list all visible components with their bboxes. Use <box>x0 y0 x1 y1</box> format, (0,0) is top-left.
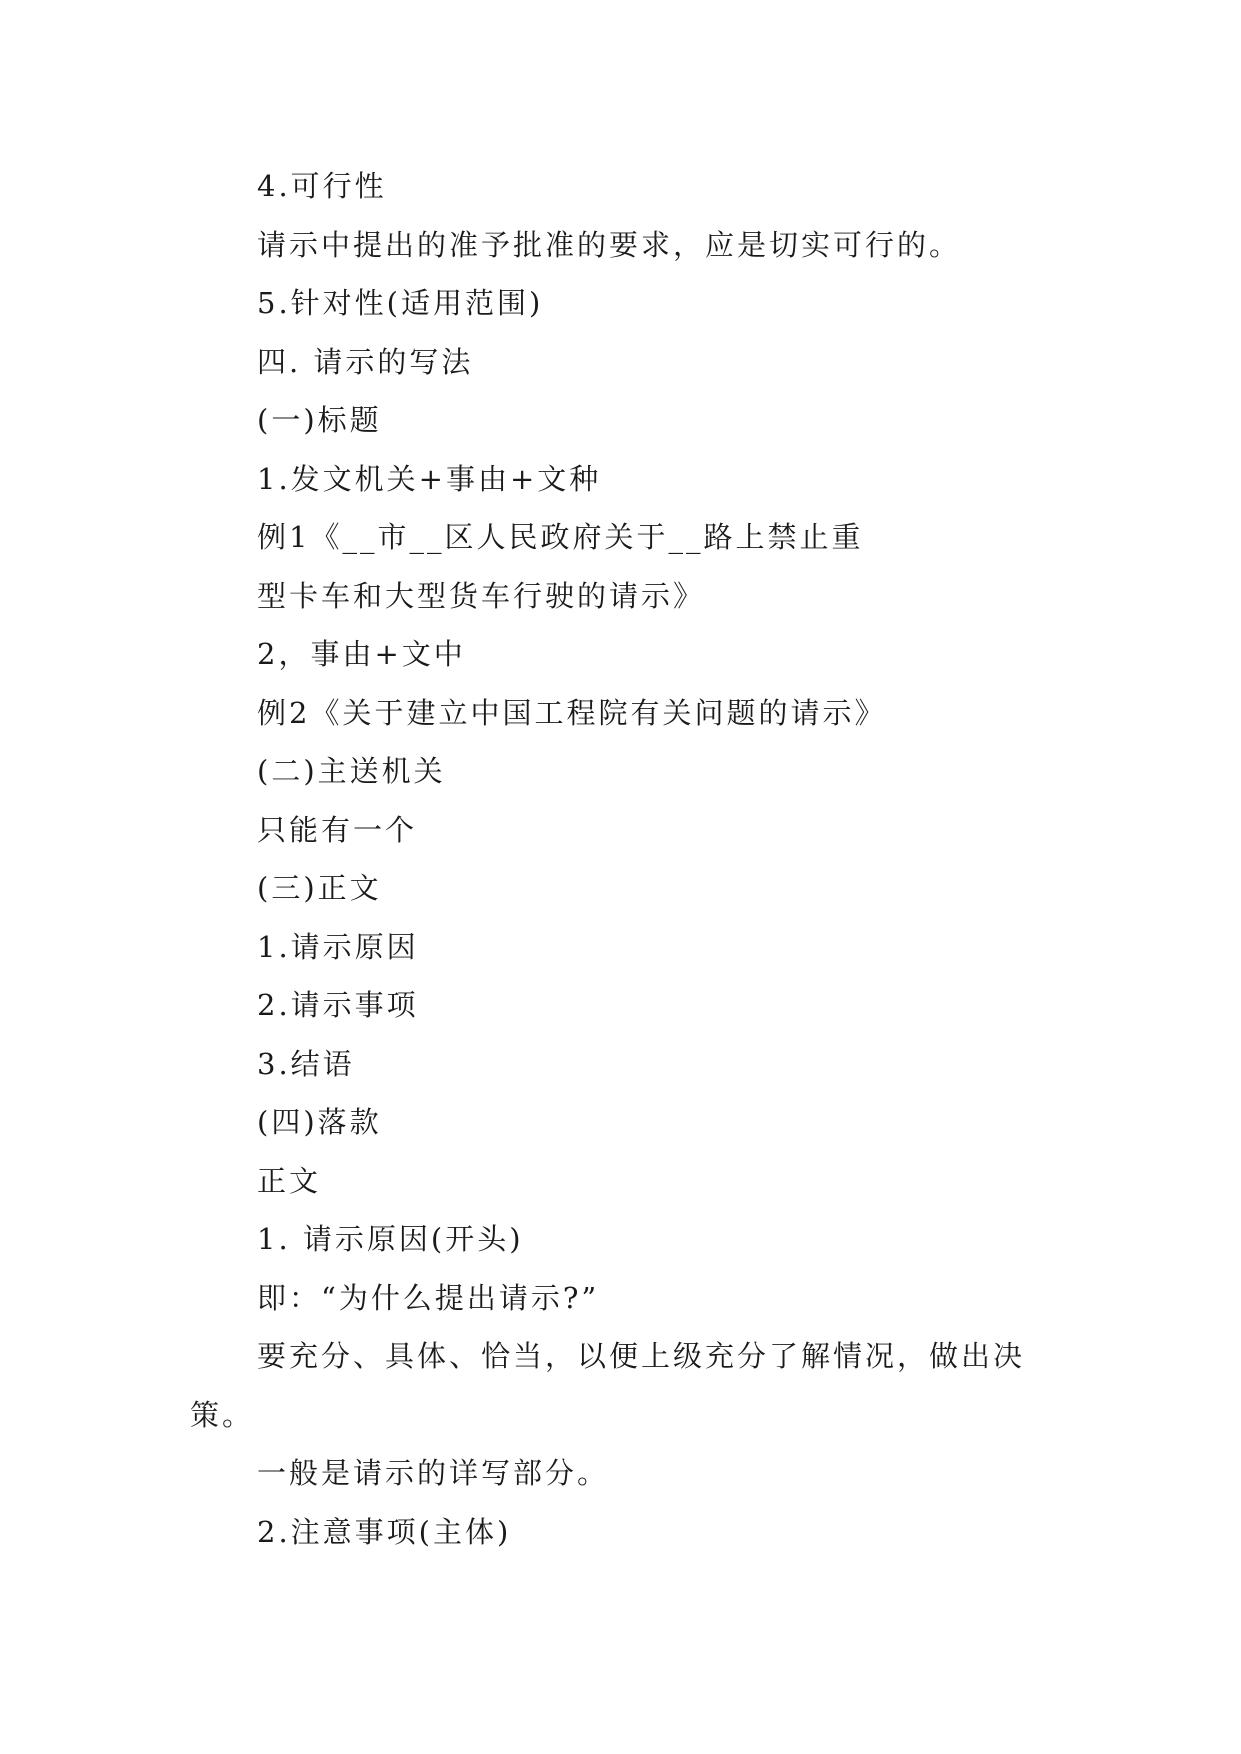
subheading-title: (一)标题 <box>257 403 382 437</box>
list-item-title-format-1: 1.发文机关+事由+文种 <box>257 461 602 496</box>
paragraph-requirements-line-2: 策。 <box>190 1397 255 1432</box>
list-item-notes: 2.注意事项(主体) <box>257 1514 512 1549</box>
section-heading-writing-method: 四. 请示的写法 <box>257 344 474 379</box>
paragraph-why: 即：“为什么提出请示?” <box>257 1280 600 1315</box>
example-1-line-1: 例1《__市__区人民政府关于__路上禁止重 <box>257 520 864 554</box>
subheading-body: (三)正文 <box>257 871 382 905</box>
list-item-matters: 2.请示事项 <box>257 988 419 1022</box>
paragraph-detailed-part: 一般是请示的详写部分。 <box>257 1456 610 1490</box>
example-2: 例2《关于建立中国工程院有关问题的请示》 <box>257 695 887 730</box>
document-body <box>190 157 1070 1561</box>
paragraph-requirements-line-1: 要充分、具体、恰当，以便上级充分了解情况，做出决 <box>257 1339 1026 1373</box>
subheading-signature: (四)落款 <box>257 1105 382 1139</box>
paragraph-only-one: 只能有一个 <box>257 812 418 847</box>
subheading-main-recipient: (二)主送机关 <box>257 754 446 788</box>
example-1-line-2: 型卡车和大型货车行驶的请示》 <box>257 578 706 613</box>
paragraph-feasibility: 请示中提出的准予批准的要求，应是切实可行的。 <box>257 227 962 262</box>
list-item-title-format-2: 2，事由+文中 <box>257 637 466 671</box>
list-item-reason-opening: 1. 请示原因(开头) <box>257 1222 524 1256</box>
heading-feasibility: 4.可行性 <box>257 169 387 203</box>
list-item-closing: 3.结语 <box>257 1046 355 1081</box>
heading-body-text: 正文 <box>257 1163 322 1198</box>
list-item-reason: 1.请示原因 <box>257 929 419 964</box>
heading-pertinence: 5.针对性(适用范围) <box>257 286 544 320</box>
